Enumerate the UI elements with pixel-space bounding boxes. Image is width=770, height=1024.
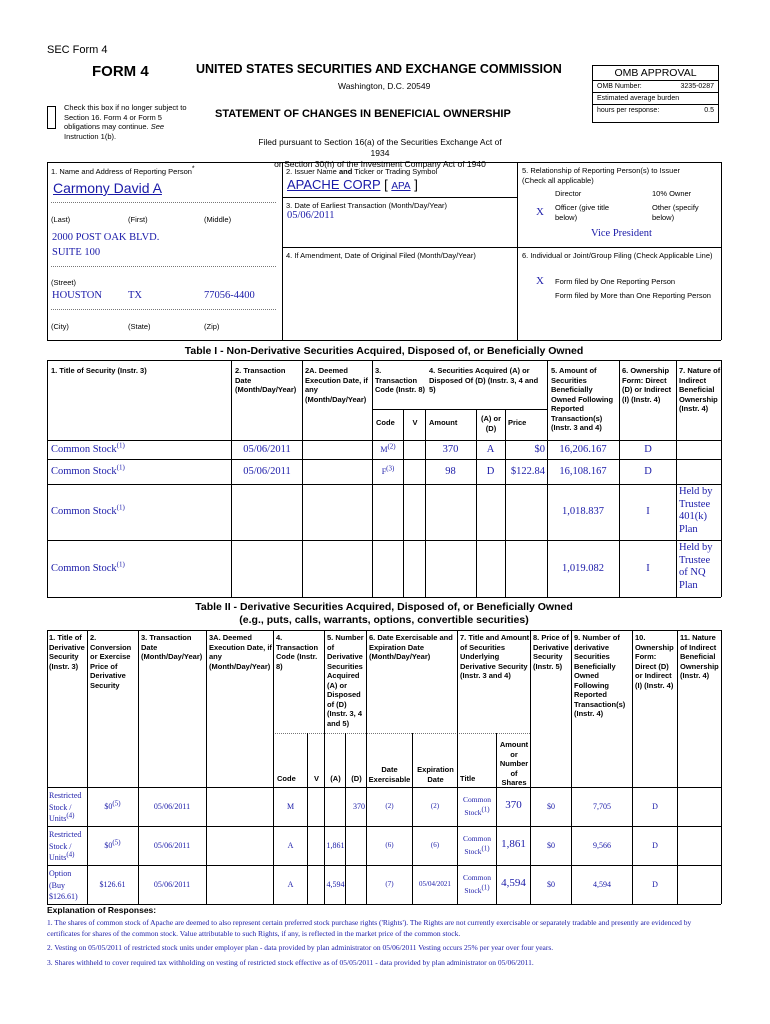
one-person-label: Form filed by One Reporting Person — [555, 277, 676, 286]
omb-approval-box — [592, 65, 719, 123]
footnote-1: 1. The shares of common stock of Apache are deemed to also represent certain preferred stock purchase rights ('Rights'). The Rights are not currently exercisable or separately tradable and presently are evidenced by certificates for shares of the common stock. Value attributable to such Rights, if any, is reflected in the market price of the common stock. — [47, 918, 692, 938]
box2-label: 2. Issuer Name and Ticker or Trading Symbol — [286, 167, 438, 176]
t2-row-underlying-title: Common Stock$^{(1)}$ — [463, 795, 491, 817]
t1-header-title: 1. Title of Security (Instr. 3) — [51, 366, 147, 375]
agency-location: Washington, D.C. 20549 — [338, 81, 431, 91]
footnote-ref: (1) — [481, 844, 490, 853]
t1-row-amount: 98 — [445, 465, 456, 477]
t1-row-ad: A — [486, 443, 495, 455]
footnote-ref: (3) — [386, 463, 395, 472]
t2-row-code: A — [287, 879, 294, 889]
t2-row-price: $0$^{(5)}$ — [104, 798, 121, 811]
t2-header-form: 10. Ownership Form: Direct (D) or Indirect (I) (Instr. 4) — [635, 633, 674, 690]
t1-row-form: I — [646, 506, 650, 517]
footnote-ref: (1) — [116, 560, 125, 568]
issuer-name-link[interactable]: APACHE CORP — [287, 177, 381, 192]
state-value: TX — [128, 290, 142, 301]
t1-row-nature: Held by Trustee of NQ Plan — [679, 542, 713, 591]
footnote-ref: (1) — [481, 805, 490, 814]
t2-row-owned: 4,594 — [593, 879, 611, 889]
t1-header-date: 2. Transaction Date (Month/Day/Year) — [235, 366, 297, 394]
t2-row-underlying-title: Common Stock$^{(1)}$ — [463, 834, 491, 856]
agency-title: UNITED STATES SECURITIES AND EXCHANGE COMMISSION — [196, 62, 562, 76]
one-person-checkmark[interactable]: X — [536, 275, 544, 287]
t1-row-nature: Held by Trustee 401(k) Plan — [679, 486, 713, 535]
officer-title: Vice President — [591, 228, 652, 239]
explanation-title: Explanation of Responses: — [47, 905, 157, 915]
t1-row-code: $M^{(2)}$ — [380, 441, 396, 454]
city-label: (City) — [51, 322, 69, 331]
t2-row-expiration: 05/04/2021 — [419, 879, 451, 888]
t1-header-owned: 5. Amount of Securities Beneficially Owned Following Reported Transaction(s) (Instr. 3 and 4) — [551, 366, 614, 432]
t2-row-a: 4,594 — [326, 879, 345, 889]
t2-row-underlying-amount: 1,861 — [501, 837, 526, 850]
table1-title: Table I - Non-Derivative Securities Acquired, Disposed of, or Beneficially Owned — [184, 345, 584, 357]
t2-row-owned: 7,705 — [593, 801, 611, 811]
t1-header-form: 6. Ownership Form: Direct (D) or Indirect (I) (Instr. 4) — [622, 366, 672, 404]
t1-row-owned: 16,206.167 — [559, 443, 607, 455]
statement-title: STATEMENT OF CHANGES IN BENEFICIAL OWNERSHIP — [215, 108, 511, 120]
t2-sub-v: V — [313, 774, 319, 783]
t1-row-title: Common Stock$^{(1)}$ — [51, 503, 125, 517]
t1-row-owned: 16,108.167 — [559, 465, 607, 477]
t1-row-price: $122.84 — [510, 465, 545, 477]
t1-row-code: $F^{(3)}$ — [381, 463, 395, 476]
checkbox-instruction: Check this box if no longer subject to Section 16. Form 4 or Form 5 obligations may continue. See Instruction 1(b). — [64, 103, 187, 141]
t1-sub-v: V — [412, 418, 418, 427]
t1-row-amount: 370 — [442, 443, 459, 455]
t1-row-form: D — [644, 443, 652, 455]
t2-row-price: $0$^{(5)}$ — [104, 837, 121, 850]
address-line-2: SUITE 100 — [52, 247, 101, 258]
city-value: HOUSTON — [52, 290, 102, 301]
omb-burden: Estimated average burden — [593, 93, 718, 105]
footnote-ref: (2) — [387, 441, 396, 450]
t1-row-owned: 1,018.837 — [562, 506, 604, 517]
middle-name-label: (Middle) — [204, 215, 232, 224]
first-name-label: (First) — [128, 215, 148, 224]
t2-row-d: 370 — [353, 801, 365, 811]
street-label: (Street) — [51, 278, 77, 287]
last-name-label: (Last) — [51, 215, 71, 224]
form-title: FORM 4 — [92, 63, 149, 80]
ten-pct-owner-label: 10% Owner — [652, 189, 692, 198]
t1-row-title: Common Stock$^{(1)}$ — [51, 463, 125, 477]
box3-label: 3. Date of Earliest Transaction (Month/Day/Year) — [286, 201, 448, 210]
address-line-1: 2000 POST OAK BLVD. — [52, 232, 160, 243]
sec-form-label: SEC Form 4 — [47, 44, 108, 56]
t1-header-securities: 4. Securities Acquired (A) or Disposed Of (D) (Instr. 3, 4 and 5) — [429, 366, 539, 394]
t2-row-underlying-amount: 370 — [505, 798, 522, 811]
t2-row-owned: 9,566 — [593, 840, 611, 850]
t2-row-date: 05/06/2011 — [153, 801, 191, 811]
more-person-label: Form filed by More than One Reporting Person — [555, 291, 711, 300]
t2-header-exercisable: 6. Date Exercisable and Expiration Date (Month/Day/Year) — [369, 633, 453, 661]
footnote-ref: (1) — [116, 441, 125, 449]
t1-sub-code: Code — [376, 418, 395, 427]
t2-sub-title: Title — [460, 774, 476, 783]
reporting-person-name-link[interactable]: Carmony David A — [53, 180, 162, 196]
t2-row-price: $126.61 — [99, 879, 126, 889]
t2-row-expiration: (6) — [430, 840, 440, 849]
footnote-ref: (5) — [112, 837, 121, 846]
t1-row-ad: D — [486, 465, 495, 477]
zip-label: (Zip) — [204, 322, 220, 331]
t2-sub-a: (A) — [330, 774, 341, 783]
other-label: Other (specify below) — [652, 203, 699, 222]
footnote-ref: (5) — [112, 798, 121, 807]
t1-row-price: $0 — [534, 443, 545, 455]
t2-row-price8: $0 — [547, 840, 555, 850]
footnote-2: 2. Vesting on 05/05/2011 of restricted stock units under employer plan - data provided by plan administrator on 05/06/2011 Vesting occurs 25% per year over four years. — [47, 943, 554, 952]
box5-label: 5. Relationship of Reporting Person(s) to Issuer (Check all applicable) — [522, 166, 680, 185]
t1-row-owned: 1,019.082 — [562, 562, 604, 574]
t1-row-date: 05/06/2011 — [243, 443, 291, 455]
t2-header-price8: 8. Price of Derivative Security (Instr. 5) — [533, 633, 569, 671]
t2-header-title: 1. Title of Derivative Security (Instr. 3) — [49, 633, 85, 671]
officer-label: Officer (give title below) — [555, 203, 610, 222]
t2-row-expiration: (2) — [430, 801, 440, 810]
box1-label: 1. Name and Address of Reporting Person* — [51, 165, 195, 176]
director-label: Director — [555, 189, 582, 198]
omb-title: OMB APPROVAL — [593, 66, 718, 81]
box4-label: 4. If Amendment, Date of Original Filed (Month/Day/Year) — [286, 251, 476, 260]
t2-row-title: Restricted Stock / Units$^{(4)}$ — [49, 791, 82, 823]
t2-row-price8: $0 — [547, 801, 555, 811]
t2-row-date: 05/06/2011 — [153, 879, 191, 889]
t2-row-exercisable: (7) — [385, 879, 394, 888]
t2-row-date: 05/06/2011 — [153, 840, 191, 850]
t2-row-form: D — [652, 840, 658, 850]
t2-row-exercisable: (6) — [385, 840, 394, 849]
t2-row-form: D — [652, 801, 658, 811]
state-label: (State) — [128, 322, 151, 331]
t2-row-a: 1,861 — [326, 840, 345, 850]
t1-header-nature: 7. Nature of Indirect Beneficial Ownership (Instr. 4) — [679, 366, 721, 413]
t2-header-date: 3. Transaction Date (Month/Day/Year) — [141, 633, 203, 661]
t2-row-price8: $0 — [547, 879, 555, 889]
t2-row-code: A — [287, 840, 294, 850]
t1-sub-aord: (A) or (D) — [481, 414, 501, 433]
zip-value: 77056-4400 — [204, 290, 255, 301]
footnote-ref: (1) — [481, 883, 490, 892]
t2-sub-amount: Amount or Number of Shares — [499, 740, 529, 787]
earliest-transaction-date: 05/06/2011 — [287, 210, 335, 221]
t2-header-price: 2. Conversion or Exercise Price of Derivative Security — [90, 633, 132, 690]
omb-hours-row: hours per response: 0.5 — [597, 107, 714, 114]
t2-header-code: 4. Transaction Code (Instr. 8) — [276, 633, 319, 671]
t2-header-nature: 11. Nature of Indirect Beneficial Ownership (Instr. 4) — [680, 633, 719, 680]
t2-row-code: M — [286, 801, 295, 811]
no-longer-subject-checkbox[interactable] — [47, 106, 56, 129]
t2-row-underlying-amount: 4,594 — [501, 876, 526, 889]
table2-title: Table II - Derivative Securities Acquired, Disposed of, or Beneficially Owned (e.g., puts, calls, warrants, options, convertible securities) — [195, 601, 573, 626]
explanation-notes — [47, 918, 723, 968]
t2-header-number: 5. Number of Derivative Securities Acquired (A) or Disposed of (D) (Instr. 3, 4 and 5) — [327, 633, 364, 728]
t2-sub-exp: Expiration Date — [417, 765, 454, 784]
officer-checkmark[interactable]: X — [536, 206, 544, 218]
t1-header-code: 3. Transaction Code (Instr. 8) — [375, 366, 426, 394]
t2-sub-d: (D) — [351, 774, 362, 783]
t1-row-title: Common Stock$^{(1)}$ — [51, 441, 125, 455]
t2-header-underlying: 7. Title and Amount of Securities Underlying Derivative Security (Instr. 3 and 4) — [460, 633, 530, 680]
t1-sub-price: Price — [508, 418, 527, 427]
t1-sub-amount: Amount — [429, 418, 458, 427]
t2-header-owned: 9. Number of derivative Securities Beneficially Owned Following Reported Transaction(s) (Instr. 4) — [574, 633, 626, 718]
footnote-ref: (1) — [116, 463, 125, 471]
box6-label: 6. Individual or Joint/Group Filing (Check Applicable Line) — [522, 251, 713, 260]
issuer-line: APACHE CORP [ APA ] — [287, 177, 418, 192]
omb-number-row: OMB Number: 3235-0287 — [593, 81, 718, 93]
t2-row-form: D — [652, 879, 658, 889]
t1-row-date: 05/06/2011 — [243, 465, 291, 477]
footnote-ref: (4) — [66, 850, 75, 859]
t1-row-title: Common Stock$^{(1)}$ — [51, 560, 125, 574]
t2-row-title: Option (Buy $126.61) — [49, 869, 78, 901]
t2-row-underlying-title: Common Stock$^{(1)}$ — [463, 873, 491, 895]
t1-header-deemed: 2A. Deemed Execution Date, if any (Month/Day/Year) — [305, 366, 368, 404]
filed-pursuant: Filed pursuant to Section 16(a) of the Securities Exchange Act of 1934 or Section 30(h) of the Investment Company Act of 1940 — [258, 137, 502, 169]
t2-header-deemed: 3A. Deemed Execution Date, if any (Month/Day/Year) — [209, 633, 272, 671]
ticker-link[interactable]: APA — [391, 181, 411, 192]
footnote-ref: (1) — [116, 503, 125, 512]
t1-row-form: D — [644, 465, 652, 477]
t2-row-exercisable: (2) — [385, 801, 394, 810]
footnote-3: 3. Shares withheld to cover required tax withholding on vesting of restricted stock effective as of 05/05/2011 - data provided by plan administrator on 05/06/2011. — [47, 957, 534, 967]
footnote-ref: (4) — [66, 811, 75, 820]
t2-row-title: Restricted Stock / Units$^{(4)}$ — [49, 830, 82, 862]
t2-sub-code: Code — [277, 774, 296, 783]
t2-sub-date-ex: Date Exercisable — [368, 765, 411, 784]
t1-row-form: I — [646, 562, 650, 574]
